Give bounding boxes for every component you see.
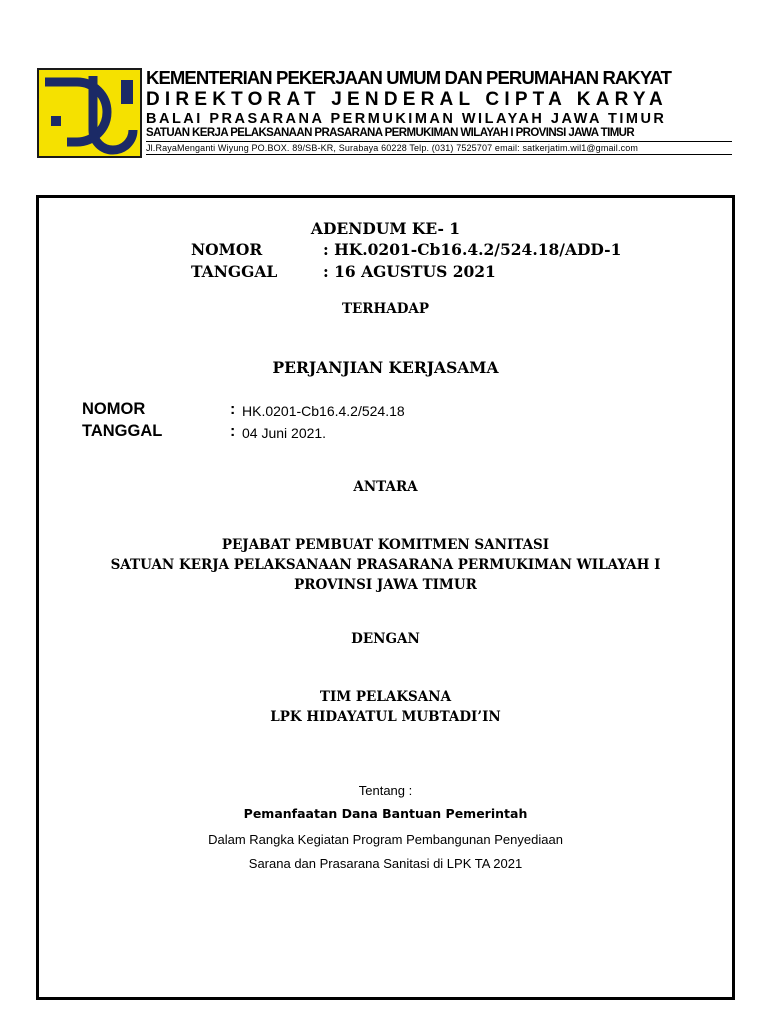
work-unit-name: SATUAN KERJA PELAKSANAAN PRASARANA PERMUKIMAN WILAYAH I PROVINSI JAWA TIMUR [146,127,635,139]
agreement-tanggal-colon: : [230,423,236,440]
directorate-name: DIREKTORAT JENDERAL CIPTA KARYA [146,89,668,110]
agreement-nomor-label: NOMOR [82,400,146,418]
agreement-title: PERJANJIAN KERJASAMA [272,358,499,377]
ministry-name: KEMENTERIAN PEKERJAAN UMUM DAN PERUMAHAN RAKYAT [146,67,672,88]
subject-line2: Sarana dan Prasarana Sanitasi di LPK TA 2021 [248,856,523,871]
agreement-tanggal-label: TANGGAL [82,422,163,440]
tentang-label: Tentang : [358,783,413,798]
adendum-tanggal-value: : 16 AGUSTUS 2021 [323,262,496,281]
antara-heading: ANTARA [353,479,418,495]
agreement-tanggal-value: 04 Juni 2021. [242,425,327,441]
agreement-nomor-value: HK.0201-Cb16.4.2/524.18 [242,403,405,419]
office-address: Jl.RayaMenganti Wiyung PO.BOX. 89/SB-KR, Surabaya 60228 Telp. (031) 7525707 email: satkerjatim.wil1@gmail.com [146,143,639,153]
first-party [36,535,735,595]
subject-description [36,828,735,876]
office-name: BALAI PRASARANA PERMUKIMAN WILAYAH JAWA TIMUR [146,111,667,127]
first-party-line2: SATUAN KERJA PELAKSANAAN PRASARANA PERMUKIMAN WILAYAH I [110,557,661,573]
subject-title: Pemanfaatan Dana Bantuan Pemerintah [243,806,528,821]
first-party-line1: PEJABAT PEMBUAT KOMITMEN SANITASI [221,537,550,553]
agreement-nomor-colon: : [230,401,236,418]
second-party-line2: LPK HIDAYATUL MUBTADI’IN [270,709,501,725]
letterhead [146,67,736,155]
letterhead-divider-bottom [146,154,732,155]
ministry-logo [37,68,142,158]
pu-emblem-icon [39,70,140,156]
terhadap-heading: TERHADAP [341,301,430,317]
adendum-nomor-label: NOMOR [191,240,263,259]
adendum-nomor-value: : HK.0201-Cb16.4.2/524.18/ADD-1 [323,240,622,259]
adendum-title: ADENDUM KE- 1 [310,219,461,238]
dengan-heading: DENGAN [351,631,420,647]
first-party-line3: PROVINSI JAWA TIMUR [294,577,477,593]
adendum-tanggal-label: TANGGAL [191,262,278,281]
subject-line1: Dalam Rangka Kegiatan Program Pembangunan Penyediaan [208,832,563,847]
second-party-line1: TIM PELAKSANA [319,689,452,705]
second-party [36,687,735,727]
